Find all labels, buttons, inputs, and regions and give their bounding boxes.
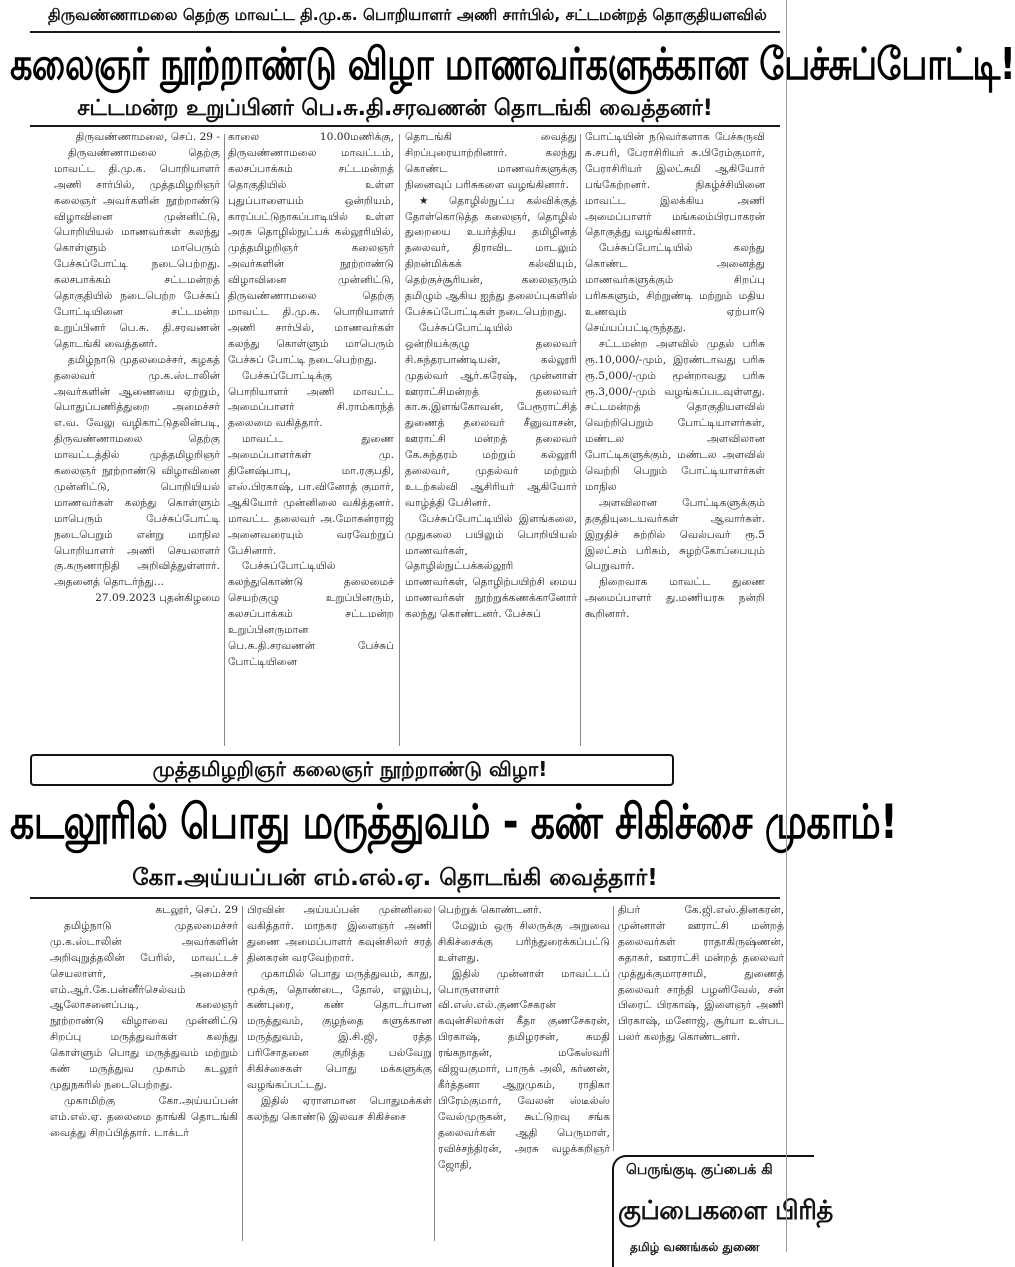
- next-story-kicker: பெருங்குடி குப்பைக் கி: [626, 1162, 773, 1178]
- paragraph: பிரவின் அய்யப்பன் முன்னிலை வகித்தார். மாநகர இளைஞர் அணி துணை அமைப்பாளர் கவுன்சிலர் சரத் தினகரன் வரவேற்றார்.: [247, 904, 432, 964]
- column-divider: [224, 134, 225, 746]
- kicker-underline: [30, 31, 780, 33]
- paragraph: மாவட்ட துணை அமைப்பாளர்கள் மு. தினேஷ்பாபு, மா.ரகுபதி, எஸ்.பிரகாஷ், பா.வினோத் குமார், ஆகியோர் முன்னிலை வகித்தனர். மாவட்ட தலைவர் அ.மோகன்ராஜ் அனைவரையும் வரவேற்றுப் பேசினார்.: [228, 433, 394, 557]
- paragraph: போட்டியின் நடுவர்களாக பேச்சுருவி சு.சபரி, பேராசிரியர் சு.பிரேம்குமார், பேராசிரியர் இலட்சுமி ஆகியோர் பங்கேற்றனர். நிகழ்ச்சியினை மாவட்ட இலக்கிய அணி அமைப்பாளர் மங்கலம்பிரபாகரன் தொகுத்து வழங்கினார்.: [585, 131, 765, 239]
- article1-column-4: [585, 130, 765, 752]
- article2-kicker: முத்தமிழறிஞர் கலைஞர் நூற்றாண்டு விழா!: [152, 757, 548, 781]
- paragraph: இதில் முன்னாள் மாவட்டப் பொருளாளர் வி.எஸ்.எல்.குணசேகரன் கவுன்சிலர்கள் கீதா குணசேகரன், பிரகாஷ், தமிழரசன், சுமதி ரங்கநாதன், மகேஸ்வரி விஜயகுமார், பாருக் அலி, கர்ணன், கீர்த்தனா ஆறுமுகம், ராதிகா பிரேம்குமார், வேலன் ஸ்டீல்ஸ் வேல்முருகன், கூட்டுறவு சங்க தலைவர்கள் ஆதி பெருமாள், ரவிச்சந்திரன், அரசு வழக்கறிஞர் ஜோதி,: [438, 967, 610, 1171]
- article1-column-2: [228, 130, 394, 752]
- next-story-subline: தமிழ் வணங்கல் துணை: [630, 1240, 760, 1254]
- article2-column-3: [438, 903, 610, 1243]
- paragraph: முகாமிற்கு கோ.அய்யப்பன் எம்.எல்.ஏ. தலைமை தாங்கி தொடங்கி வைத்து சிறப்பித்தார். டாக்டர்: [50, 1094, 238, 1139]
- date-line: 27.09.2023 புதன்கிழமை: [95, 592, 220, 605]
- paragraph: பேச்சுப்போட்டியில் கலந்து கொண்ட அனைத்து மாணவர்களுக்கும் சிறப்பு பரிசுகளும், சிற்றுண்டி மற்றும் மதிய உணவும் ஏற்பாடு செய்யப்பட்டிருந்தது.: [585, 242, 765, 334]
- article1-kicker: திருவண்ணாமலை தெற்கு மாவட்ட தி.மு.க. பொறியாளர் அணி சார்பில், சட்டமன்றத் தொகுதியளவில்: [48, 6, 767, 24]
- subhead-underline: [30, 125, 780, 127]
- paragraph: தமிழ்நாடு முதலமைச்சர், கழகத் தலைவர் மு.க.ஸ்டாலின் அவர்களின் ஆணையை ஏற்றும், பொதுப்பணித்துறை அமைச்சர் எ.வ. வேலு வழிகாட்டுதலின்படி, திருவண்ணாமலை தெற்கு மாவட்டத்தில் முத்தமிழறிஞர் கலைஞர் நூற்றாண்டு விழாவினை முன்னிட்டு, பொறியியல் மாணவர்கள் கலந்து கொள்ளும் மாபெரும் பேச்சுப்போட்டி நடைபெறும் என்று மாநில பொறியாளர் அணி செயலாளர் கு.கருணாநிதி அறிவித்துள்ளார். அதனைத் தொடர்ந்து...: [54, 353, 220, 589]
- adjacent-page-edge: [786, 0, 801, 1252]
- next-story-headline: குப்பைகளை பிரித்: [618, 1196, 833, 1226]
- paragraph: பேச்சுப்போட்டியில் கலந்துகொண்டு தலைமைச் செயற்குழு உறுப்பினரும், கலசப்பாக்கம் சட்டமன்ற உறுப்பினருமான பெ.சு.தி.சரவணன் பேச்சுப் போட்டியினை: [228, 560, 394, 668]
- paragraph: பெற்றுக் கொண்டனர்.: [438, 904, 542, 916]
- article1-headline: கலைஞர் நூற்றாண்டு விழா மாணவர்களுக்கான பேச்சுப்போட்டி!: [10, 40, 1015, 90]
- paragraph: காலை 10.00மணிக்கு, திருவண்ணாமலை மாவட்டம், கலசப்பாக்கம் சட்டமன்றத் தொகுதியில் உள்ள புதுப்பாளையம் ஒன்றியம், காரப்பட்டுநாகப்பாடியில் உள்ள அரசு தொழில்நுட்பக் கல்லூரியில், முத்தமிழறிஞர் கலைஞர் அவர்களின் நூற்றாண்டு விழாவினை முன்னிட்டு, திருவண்ணாமலை தெற்கு மாவட்ட தி.மு.க. பொறியாளர் அணி சார்பில், மாணவர்கள் கலந்து கொள்ளும் மாபெரும் பேச்சுப் போட்டி நடைபெற்றது.: [228, 131, 394, 366]
- article2-subhead: கோ.அய்யப்பன் எம்.எல்.ஏ. தொடங்கி வைத்தார்!: [132, 865, 658, 891]
- paragraph: திபர் கே.ஜி.எஸ்.தினகரன், முன்னாள் ஊராட்சி மன்றத் தலைவர்கள் ராதாகிருஷ்ணன், சுதாகர், ஊராட்சி மன்றத் தலைவர் முத்துக்குமாரசாமி, துணைத் தலைவர் சாந்தி பழனிவேல், சன் பிரைட் பிரகாஷ், இளைஞர் அணி பிரகாஷ், மனோஜ், சூர்யா உள்பட பலர் கலந்து கொண்டனர்.: [618, 904, 784, 1044]
- paragraph: மேலும் ஒரு சிலருக்கு அறுவை சிகிச்சைக்கு பரிந்துரைக்கப்பட்டு உள்ளது.: [438, 919, 610, 964]
- paragraph: சட்டமன்ற அளவில் முதல் பரிசு ரூ.10,000/-மும், இரண்டாவது பரிசு ரூ.5,000/-மும் மூன்றாவது பரிசு ரூ.3,000/-மும் வழங்கப்படவுள்ளது. சட்டமன்றத் தொகுதியளவில் வெற்றிபெறும் போட்டியாளர்கள், மண்டல அளவிலான போட்டிகளுக்கும், மண்டல அளவில் வெற்றி பெறும் போட்டியாளர்கள் மாநில: [585, 337, 765, 493]
- article1-subhead: சட்டமன்ற உறுப்பினர் பெ.சு.தி.சரவணன் தொடங்கி வைத்தனர்!: [77, 96, 713, 121]
- article2-column-2: [247, 903, 432, 1243]
- paragraph: பேச்சுப்போட்டிக்கு பொறியாளர் அணி மாவட்ட அமைப்பாளர் சி.ராம்காந்த் தலைமை வகித்தார்.: [228, 369, 394, 430]
- paragraph: முகாமில் பொது மருத்துவம், காது, மூக்கு, தொண்டை, தோல், எலும்பு, கண்புரை, கண் தொடர்பான மருத்துவம், குழந்தை களுக்கான மருத்துவம், இ.சி.ஜி, ரத்த பரிசோதனை குறித்த பல்வேறு சிகிச்சைகள் பொது மக்களுக்கு வழங்கப்பட்டது.: [247, 967, 432, 1091]
- paragraph: பேச்சுப்போட்டியில் இளங்கலை, முதுகலை பயிலும் பொறியியல் மாணவர்கள், தொழில்நுட்பக்கல்லூரி மாணவர்கள், தொழிற்பயிற்சி மைய மாணவர்கள் நூற்றுக்கணக்கானோர் கலந்து கொண்டனர். பேச்சுப்: [405, 512, 577, 621]
- dateline: கடலூர், செப். 29: [155, 904, 238, 916]
- paragraph: ★ தொழில்நுட்ப கல்விக்குத் தோள்கொடுத்த கலைஞர், தொழில் துறையை உயர்த்திய தமிழினத் தலைவர், திராவிட மாடலும் திறன்மிக்கக் கல்வியும், தெற்குச்சூரியன், கலைஞரும் தமிழும் ஆகிய ஐந்து தலைப்புகளில் பேச்சுப்போட்டிகள் நடைபெற்றது.: [405, 194, 577, 318]
- dateline: திருவண்ணாமலை, செப். 29 -: [75, 131, 220, 143]
- article2-column-4: [618, 903, 784, 1151]
- article2-headline: கடலூரில் பொது மருத்துவம் - கண் சிகிச்சை முகாம்!: [10, 794, 898, 849]
- paragraph: தொடங்கி வைத்து சிறப்புரையாற்றினார். கலந்து கொண்ட மாணவர்களுக்கு நினைவுப் பரிசுகளை வழங்கினார்.: [405, 131, 577, 191]
- paragraph: திருவண்ணாமலை தெற்கு மாவட்ட தி.மு.க. பொறியாளர் அணி சார்பில், முத்தமிழறிஞர் கலைஞர் அவர்களின் நூற்றாண்டு விழாவினை முன்னிட்டு, பொறியியல் மாணவர்கள் கலந்து கொள்ளும் மாபெரும் பேச்சுப்போட்டி நடைபெற்றது. கலசபாக்கம் சட்டமன்றத் தொகுதியில் நடைபெற்ற பேச்சுப் போட்டியினை சட்டமன்ற உறுப்பினர் பெ.சு. தி.சரவணன் தொடங்கி வைத்தனர்.: [54, 146, 220, 350]
- article1-column-1: [54, 130, 220, 752]
- paragraph: அளவிலான போட்டிகளுக்கும் தகுதியுடையவர்கள் ஆவார்கள். இறுதிச் சுற்றில் வெல்பவர் ரூ.5 இலட்சம் பரிசும், சுழற்கோப்பையும் பெறுவார்.: [585, 496, 765, 573]
- paragraph: பேச்சுப்போட்டியில் ஒன்றியக்குழு தலைவர் சி.சுந்தரபாண்டியன், கல்லூரி முதல்வர் ஆர்.கரேஷ், முன்னாள் ஊராட்சிமன்றத் தலைவர் கா.சு.இளங்கோவன், பேரூராட்சித் துணைத் தலைவர் சீனுவாசன், ஊராட்சி மன்றத் தலைவர் கே.சுந்தரம் மற்றும் கல்லூரி தலைவர், முதல்வர் மற்றும் உடற்கல்வி ஆசிரியர் ஆகியோர் வாழ்த்தி பேசினர்.: [405, 321, 577, 509]
- column-divider: [580, 134, 581, 746]
- column-divider: [434, 906, 435, 1241]
- column-divider: [242, 906, 243, 1241]
- paragraph: நிறைவாக மாவட்ட துணை அமைப்பாளர் து.மணியரசு நன்றி கூறினார்.: [585, 576, 765, 621]
- column-divider: [613, 906, 614, 1151]
- paragraph: இதில் ஏராளமான பொதுமக்கள் கலந்து கொண்டு இலவச சிகிச்சை: [247, 1094, 432, 1123]
- article1-column-3: [405, 130, 577, 752]
- paragraph: தமிழ்நாடு முதலமைச்சர் மு.க.ஸ்டாலின் அவர்களின் அறிவுறுத்தலின் பேரில், மாவட்டச் செயலாளர், அமைச்சர் எம்.ஆர்.கே.பன்னீர்செல்வம் ஆலோசனைப்படி, கலைஞர் நூற்றாண்டு விழாவை முன்னிட்டு சிறப்பு மருத்துவர்கள் கலந்து கொள்ளும் பொது மருத்துவம் மற்றும் கண் மருத்துவ முகாம் கடலூர் முதுநகரில் நடைபெற்றது.: [50, 919, 238, 1091]
- article2-column-1: [50, 903, 238, 1243]
- column-divider: [399, 134, 400, 746]
- subhead-underline: [30, 897, 780, 899]
